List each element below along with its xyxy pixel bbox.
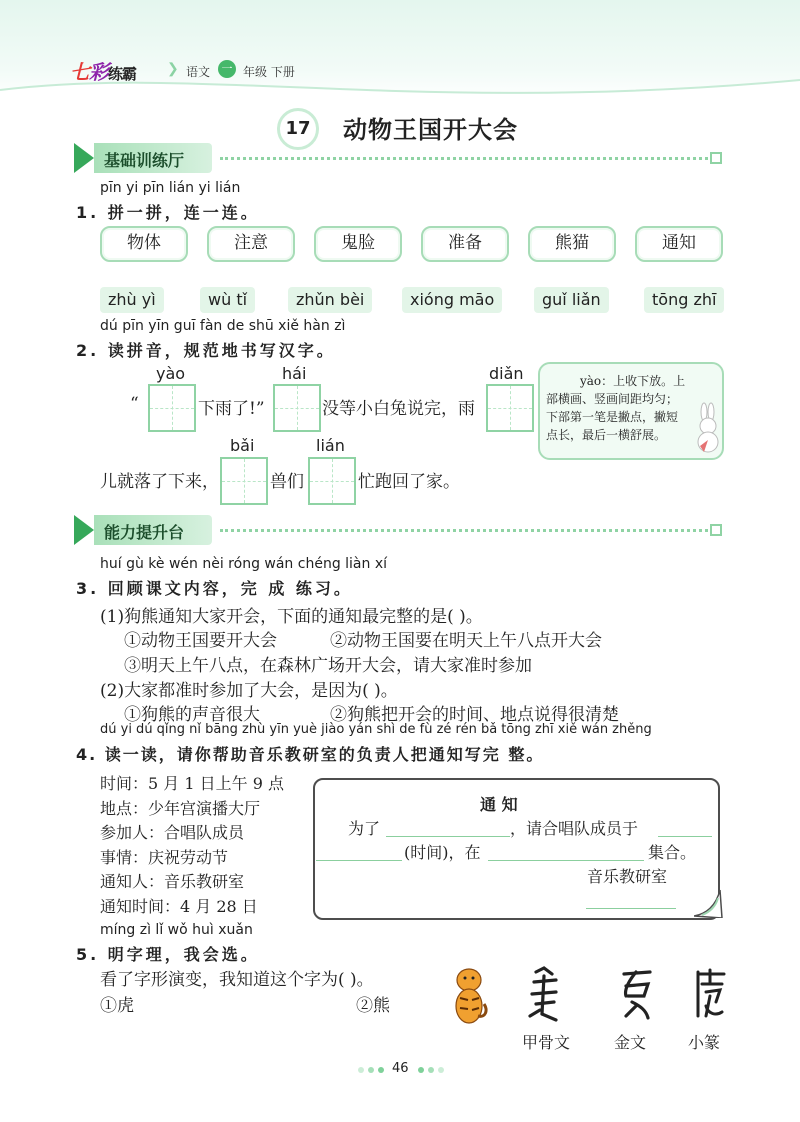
notice-title: 通 知: [480, 795, 518, 814]
q3-label: 3. 回顾课文内容，完 成 练习。: [76, 579, 353, 598]
info-place: 地点：少年宫演播大厅: [100, 798, 261, 818]
q5-pinyin: míng zì lǐ wǒ huì xuǎn: [100, 922, 253, 938]
blank-place[interactable]: [488, 860, 644, 861]
tip-line-4: 点长，最后一横舒展。: [546, 428, 667, 442]
page-dot: [428, 1067, 434, 1073]
q3-opt1b[interactable]: ②动物王国要在明天上午八点开大会: [330, 631, 602, 651]
lesson-number: 17: [277, 108, 319, 150]
q2-text-3: 儿就落了下来，: [100, 472, 219, 492]
q1-label: 1. 拼一拼，连一连。: [76, 203, 260, 222]
tip-text: [546, 372, 696, 444]
pinyin-bai: bǎi: [230, 436, 255, 455]
logo-char-3: 练霸: [108, 65, 137, 83]
page-dot: [378, 1067, 384, 1073]
q2-text-1: 下雨了!”: [198, 399, 265, 419]
logo-char-1: 七: [70, 60, 89, 84]
info-time: 时间：5 月 1 日上午 9 点: [100, 774, 284, 793]
q4-label: 4. 读一读，请你帮助音乐教研室的负责人把通知写完 整。: [76, 745, 545, 764]
word-card[interactable]: 注意: [207, 226, 295, 262]
tip-line-2: 部横画、竖画间距均匀；: [546, 392, 679, 406]
notice-text-2b: 集合。: [648, 843, 697, 862]
notice-text-2a: (时间)，在: [404, 843, 481, 862]
small-seal-glyph: [686, 966, 734, 1022]
q2-label: 2. 读拼音，规范地书写汉字。: [76, 341, 336, 360]
info-notifier: 通知人：音乐教研室: [100, 872, 245, 891]
q3-opt1a[interactable]: ①动物王国要开大会: [124, 631, 277, 651]
q3-opt2a[interactable]: ①狗熊的声音很大: [124, 705, 260, 725]
q5-opt2[interactable]: ②熊: [356, 996, 390, 1016]
pinyin-hai: hái: [282, 364, 307, 383]
info-notice-time: 通知时间：4 月 28 日: [100, 896, 258, 916]
notice-text-1a: 为了: [348, 819, 381, 838]
q3-opt2b[interactable]: ②狗熊把开会的时间、地点说得很清楚: [330, 705, 619, 725]
page-title: 动物王国开大会: [343, 115, 518, 144]
pinyin-card[interactable]: zhù yì: [100, 287, 164, 313]
tip-line-3: 下部第一笔是撇点，撇短: [546, 410, 679, 424]
writing-grid-bai[interactable]: [220, 457, 268, 505]
word-card[interactable]: 准备: [421, 226, 509, 262]
q3-pinyin: huí gù kè wén nèi róng wán chéng liàn xí: [100, 556, 388, 572]
q2-text-4: 兽们: [270, 472, 304, 492]
tiger-icon: [448, 966, 490, 1028]
section-arrow-icon: [74, 143, 94, 173]
pinyin-lian: lián: [316, 436, 345, 455]
label-small-seal: 小篆: [688, 1033, 721, 1052]
writing-grid-dian[interactable]: [486, 384, 534, 432]
page-curl-icon: [694, 888, 724, 918]
section-divider-end: [710, 152, 722, 164]
q1-pinyin: pīn yi pīn lián yi lián: [100, 180, 241, 196]
page-dot: [418, 1067, 424, 1073]
writing-grid-yao[interactable]: [148, 384, 196, 432]
label-oracle-bone: 甲骨文: [522, 1033, 571, 1052]
word-card[interactable]: 物体: [100, 226, 188, 262]
tip-line-1: yào：上收下放。上: [580, 374, 686, 388]
word-card[interactable]: 熊猫: [528, 226, 616, 262]
q3-sub1: (1)狗熊通知大家开会，下面的通知最完整的是( )。: [100, 607, 483, 627]
label-bronze: 金文: [614, 1033, 647, 1052]
pinyin-card[interactable]: tōng zhī: [644, 287, 724, 313]
quote-mark: “: [130, 394, 139, 414]
page-number: 46: [392, 1061, 409, 1076]
blank-purpose[interactable]: [386, 836, 510, 837]
word-card[interactable]: 鬼脸: [314, 226, 402, 262]
q3-opt1c[interactable]: ③明天上午八点，在森林广场开大会，请大家准时参加: [124, 656, 532, 676]
q3-sub2: (2)大家都准时参加了大会，是因为( )。: [100, 681, 398, 701]
blank-time[interactable]: [316, 860, 402, 861]
brand-logo: [70, 56, 136, 85]
q5-label: 5. 明字理，我会选。: [76, 945, 260, 964]
page-dot: [438, 1067, 444, 1073]
blank-time-start[interactable]: [658, 836, 712, 837]
q2-text-2: 没等小白兔说完，雨: [322, 399, 475, 419]
section-divider: [220, 157, 708, 160]
section-divider-end: [710, 524, 722, 536]
q2-text-5: 忙跑回了家。: [358, 472, 460, 492]
writing-grid-hai[interactable]: [273, 384, 321, 432]
bronze-script-glyph: [614, 966, 662, 1022]
info-participants: 参加人：合唱队成员: [100, 823, 245, 842]
pinyin-card[interactable]: wù tǐ: [200, 287, 255, 313]
q5-opt1[interactable]: ①虎: [100, 996, 134, 1016]
logo-char-2: 彩: [89, 60, 108, 84]
oracle-bone-glyph: [522, 966, 570, 1022]
rabbit-icon: [694, 402, 722, 454]
page-dot: [358, 1067, 364, 1073]
word-card[interactable]: 通知: [635, 226, 723, 262]
section-label-basic: 基础训练厅: [104, 151, 185, 170]
grade-badge: 一: [218, 60, 236, 78]
writing-grid-lian[interactable]: [308, 457, 356, 505]
q4-pinyin: dú yi dú qǐng nǐ bāng zhù yīn yuè jiào yán shì de fù zé rén bǎ tōng zhī xiě wán zhěng: [100, 722, 652, 737]
info-event: 事情：庆祝劳动节: [100, 847, 229, 867]
pinyin-card[interactable]: guǐ liǎn: [534, 287, 609, 313]
section-arrow-icon: [74, 515, 94, 545]
q5-text: 看了字形演变，我知道这个字为( )。: [100, 970, 374, 990]
chevron-right-icon: ❯: [167, 61, 179, 77]
subject-label: 语文: [186, 65, 211, 79]
notice-sign: 音乐教研室: [587, 867, 668, 886]
section-divider: [220, 529, 708, 532]
page-dot: [368, 1067, 374, 1073]
pinyin-card[interactable]: xióng māo: [402, 287, 502, 313]
grade-label: 年级 下册: [243, 65, 295, 79]
q4-info-list: [100, 772, 284, 919]
pinyin-yao: yào: [156, 364, 186, 383]
pinyin-card[interactable]: zhǔn bèi: [288, 287, 372, 313]
pinyin-dian: diǎn: [489, 364, 524, 383]
section-label-ability: 能力提升台: [104, 523, 185, 542]
blank-date[interactable]: [586, 908, 676, 909]
q2-pinyin: dú pīn yīn guī fàn de shū xiě hàn zì: [100, 318, 346, 334]
notice-text-1b: ，请合唱队成员于: [510, 819, 639, 838]
